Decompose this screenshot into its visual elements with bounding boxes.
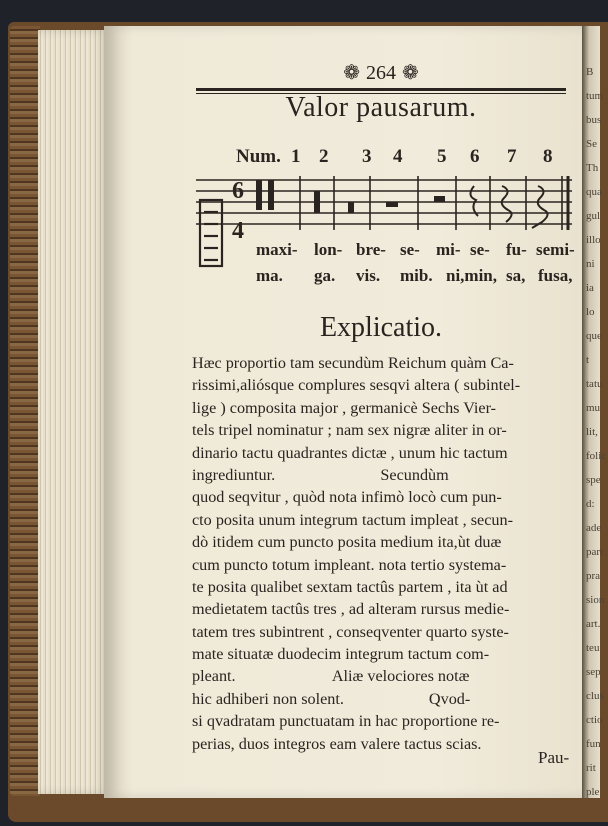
page-number: 264 xyxy=(366,62,396,84)
facing-page-fragment: pra xyxy=(586,570,601,582)
facing-page-fragment: B xyxy=(586,66,594,78)
facing-page-fragment: illo xyxy=(586,234,601,246)
clef-icon xyxy=(200,200,222,266)
syllable-bottom-1: ma. xyxy=(256,266,283,285)
text-line: quod seqvitur , quòd nota infimò locò cum pun- xyxy=(192,488,502,507)
staff-lines xyxy=(196,180,572,224)
facing-page-fragment: tum xyxy=(586,90,604,102)
facing-page-fragment: teu xyxy=(586,642,600,654)
facing-page-fragment: rit xyxy=(586,762,596,774)
facing-page-fragment: art. xyxy=(586,618,601,630)
facing-page-fragment: tatu xyxy=(586,378,603,390)
text-line: medietatem tactûs tres , ad alteram rursus medie- xyxy=(192,600,510,619)
longa-rest-icon xyxy=(314,191,320,213)
semibreve-rest-icon xyxy=(386,202,398,207)
text-line: dò itidem cum puncto posita medium ita,ùt duæ xyxy=(192,533,502,552)
syllable-bottom-2: ga. xyxy=(314,266,336,285)
left-ornament-icon: ❁ xyxy=(343,62,360,84)
facing-page-fragment: Se xyxy=(586,138,597,150)
syllable-top-7: fu- xyxy=(506,240,527,259)
breve-rest-icon xyxy=(348,202,354,213)
text-line: tatem tres subintrent , conseqventer quarto syste- xyxy=(192,622,509,641)
text-line: si qvadratam punctuatam in hac proportione re- xyxy=(192,712,500,731)
facing-page-fragment: Th xyxy=(586,162,599,174)
syllable-bottom-6: sa, xyxy=(506,266,526,285)
syllable-top-2: lon- xyxy=(314,240,343,259)
facing-page-fragment: ia lo xyxy=(586,282,595,318)
text-line: cto posita unum integrum tactum impleat , secun- xyxy=(192,510,513,529)
number-4: 4 xyxy=(393,146,403,167)
time-signature-top: 6 xyxy=(232,178,244,204)
number-row xyxy=(236,146,566,170)
syllable-top-3: bre- xyxy=(356,240,386,259)
catchword: Pau- xyxy=(538,748,570,767)
facing-page-fragment: mu xyxy=(586,402,601,414)
syllable-bottom-3: vis. xyxy=(356,266,381,285)
page-title: Valor pausarum. xyxy=(285,92,477,123)
number-8: 8 xyxy=(543,146,553,167)
number-6: 6 xyxy=(470,146,480,167)
page-number-line xyxy=(196,60,566,85)
text-line: rissimi,aliósque complures sesqvi altera ( subintel- xyxy=(192,376,521,395)
text-line: perias, duos integros eam valere tactus scias. xyxy=(192,734,482,753)
body-text xyxy=(192,352,578,755)
minim-rest-icon xyxy=(434,196,445,202)
facing-page-fragment: que t xyxy=(586,330,602,366)
facing-page-fragment: d: xyxy=(586,498,595,510)
syllable-top-6: se- xyxy=(470,240,490,259)
maxima-rest-icon xyxy=(256,180,262,210)
facing-page-fragment: bus xyxy=(586,114,602,126)
number-7: 7 xyxy=(507,146,517,167)
facing-page-fragment: gul xyxy=(586,210,601,222)
syllable-top-4: se- xyxy=(400,240,420,259)
facing-page-fragment: ctio xyxy=(586,714,603,726)
number-3: 3 xyxy=(362,146,372,167)
facing-page-fragment: qua xyxy=(586,186,602,198)
text-line: hic adhiberi non solent. Qvod- xyxy=(192,689,471,708)
facing-page-fragment: spe xyxy=(586,474,601,486)
facing-page-fragment: clus xyxy=(586,690,604,702)
time-signature-bottom: 4 xyxy=(232,218,244,244)
page-edges xyxy=(38,30,108,794)
facing-page-edge xyxy=(586,60,607,798)
text-line: tels tripel nominatur ; nam sex nigræ aliter in or- xyxy=(192,421,507,440)
text-line: dinario tactu quadrantes dictæ , unum hic tactum xyxy=(192,443,508,462)
syllable-top-5: mi- xyxy=(436,240,461,259)
syllable-top-1: maxi- xyxy=(256,240,298,259)
page-header xyxy=(196,58,566,88)
text-line: te posita qualibet sextam tactûs partem , ita ùt ad xyxy=(192,577,508,596)
marbled-cover-edge xyxy=(10,26,40,796)
text-line: lige ) composita major , germanicè Sechs Vier- xyxy=(192,398,497,417)
facing-page-fragment: lit, xyxy=(586,426,598,438)
text-line: cum puncto totum impleant. nota tertio systema- xyxy=(192,555,507,574)
bar-lines xyxy=(300,176,568,230)
syllable-bottom-7: fusa, xyxy=(538,266,573,285)
facing-page-fragment: ade xyxy=(586,522,602,534)
facing-page-fragment: part xyxy=(586,546,604,558)
syllable-bottom-5: ni,min, xyxy=(446,266,498,285)
facing-page-fragment: ple xyxy=(586,786,600,798)
number-5: 5 xyxy=(437,146,447,167)
number-2: 2 xyxy=(319,146,329,167)
section-title: Explicatio. xyxy=(319,312,443,343)
semifusa-rest-icon xyxy=(532,186,548,228)
facing-page-fragment: sep xyxy=(586,666,601,678)
facing-page-fragment: ni xyxy=(586,258,595,270)
header-rule xyxy=(196,88,566,91)
facing-page-fragment: folic xyxy=(586,450,607,462)
number-1: 1 xyxy=(291,146,301,167)
num-label: Num. xyxy=(236,146,281,167)
facing-page-fragment: sion xyxy=(586,594,605,606)
syllable-bottom-4: mib. xyxy=(400,266,433,285)
text-line: ingrediuntur. Secundùm xyxy=(192,465,449,484)
syllable-top-8: semi- xyxy=(536,240,575,259)
text-line: mate situatæ duodecim integrum tactum com- xyxy=(192,645,490,664)
text-line: Hæc proportio tam secundùm Reichum quàm Ca- xyxy=(192,354,514,372)
facing-page-fragment: fun xyxy=(586,738,601,750)
right-ornament-icon: ❁ xyxy=(402,62,419,84)
text-line: pleant. Aliæ velociores notæ xyxy=(192,667,470,686)
